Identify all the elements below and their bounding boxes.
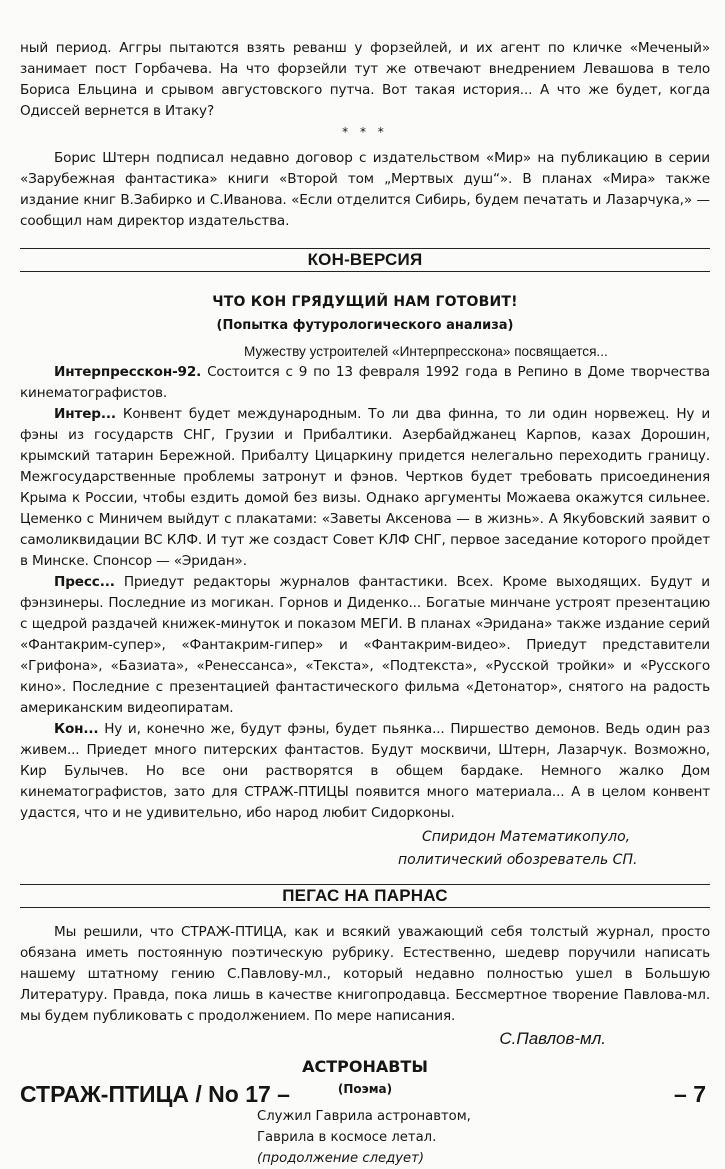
article-paragraph (20, 572, 710, 719)
paragraph-lead: Интерпресскон-92. (54, 364, 202, 380)
page-number: – 7 (674, 1081, 706, 1107)
article-title: ЧТО КОН ГРЯДУЩИЙ НАМ ГОТОВИТ! (212, 294, 518, 310)
page (20, 0, 710, 1169)
poem-line: Гаврила в космосе летал. (257, 1130, 437, 1145)
dedication: Мужеству устроителей «Интерпресскона» посвящается... (244, 344, 608, 359)
pegas-paragraph: Мы решили, что СТРАЖ-ПТИЦА, как и всякий уважающий себя толстый журнал, просто обязана иметь постоянную поэтическую рубрику. Естественно, шедевр поручили написать нашему штатному гению С.Павлову-мл., который недавно полностью ушел в Большую Литературу. Правда, пока лишь в качестве книгопродавца. Бессмертное творение Павлова-мл. мы будем публиковать с продолжением. По мере написания. (20, 924, 710, 1024)
divider-bottom (20, 271, 710, 272)
article-paragraph (20, 362, 710, 404)
page-footer (20, 1081, 706, 1108)
paragraph-text: Конвент будет международным. То ли два финна, то ли один норвежец. Ну и фэны из государств СНГ, Грузии и Прибалтики. Азербайджанец Карпов, казах Дорошин, крымский татарин Бережной. Прибалту Цицаркину придется нелегально переходить границу. Межгосударственные проблемы затронут и фэнов. Чертков будет требовать присоединения Крыма к России, чтобы ездить домой без визы. Однако аргументы Можаева окажутся сильнее. Цеменко с Миничем выйдут с плакатами: «Заветы Аксенова — в жизнь». А Якубовский заявит о самоликвидации ВС КЛФ. И тут же создаст Совет КЛФ СНГ, первое заседание которого пройдет в Минске. Спонсор — «Эридан». (20, 406, 710, 569)
section-heading-pegas: ПЕГАС НА ПАРНАС (282, 886, 448, 905)
intro-paragraph: ный период. Аггры пытаются взять реванш у форзейлей, и их агент по кличке «Меченый» занимает пост Горбачева. На что форзейли тут же отвечают внедрением Левашова в тело Бориса Ельцина и срывом августовского путча. Вот такая история... А что же будет, когда Одиссей вернется в Итаку? (20, 40, 710, 119)
paragraph-text: Состоится с 9 по 13 февраля 1992 года в Репино в Доме творчества кинематографистов. (20, 364, 710, 401)
article-paragraph (20, 404, 710, 572)
poem-line: Служил Гаврила астронавтом, (257, 1109, 471, 1124)
poem-subtitle: (Поэма) (337, 1082, 393, 1096)
news-paragraph: Борис Штерн подписал недавно договор с издательством «Мир» на публикацию в серии «Зарубежная фантастика» книги «Второй том „Мертвых душ“». В планах «Мира» также издание книг В.Забирко и С.Иванова. «Если отделится Сибирь, будем печатать и Лазарчука,» — сообщил нам директор издательства. (20, 150, 710, 229)
magazine-name: СТРАЖ-ПТИЦА / No 17 – (20, 1081, 290, 1107)
paragraph-lead: Интер... (54, 406, 116, 422)
paragraph-text: Ну и, конечно же, будут фэны, будет пьянка... Пиршество демонов. Ведь один раз живем... Приедет много питерских фантастов. Будут москвичи, Штерн, Лазарчук. Возможно, Кир Булычев. Но все они растворятся в общем бардаке. Немного жалко Дом кинематографистов, зато для СТРАЖ-ПТИЦЫ появится много материала... А в целом конвент удастся, что и не удивительно, ибо народ любит Сидорконы. (20, 721, 710, 821)
signature-name: Спиридон Математикопуло, (422, 829, 631, 845)
signature-role: политический обозреватель СП. (398, 852, 638, 868)
separator-stars: * * * (342, 125, 388, 139)
divider-bottom (20, 907, 710, 908)
signature (20, 826, 710, 872)
poem-note: (продолжение следует) (257, 1151, 424, 1166)
article-paragraph (20, 719, 710, 824)
paragraph-lead: Кон... (54, 721, 99, 737)
author-signature: С.Павлов-мл. (499, 1029, 606, 1048)
poem-title: АСТРОНАВТЫ (302, 1057, 428, 1076)
paragraph-lead: Пресс... (54, 574, 115, 590)
section-heading-kon-versiya: КОН-ВЕРСИЯ (307, 250, 423, 269)
paragraph-text: Приедут редакторы журналов фантастики. Всех. Кроме выходящих. Будут и фэнзинеры. Последние из могикан. Горнов и Диденко... Богатые минчане устроят презентацию с щедрой раздачей книжек-минуток и показом МЕГИ. В планах «Эридана» также издание серий «Фантакрим-супер», «Фантакрим-гипер» и «Фантакрим-видео». Приедут представители «Грифона», «Базиата», «Ренессанса», «Текста», «Подтекста», «Русской тройки» и «Русского кино». Последние с презентацией фантастического фильма «Детонатор», снятого на радость американским видеопиратам. (20, 574, 710, 716)
article-subtitle: (Попытка футурологического анализа) (216, 318, 514, 333)
poem-body (20, 1106, 710, 1169)
